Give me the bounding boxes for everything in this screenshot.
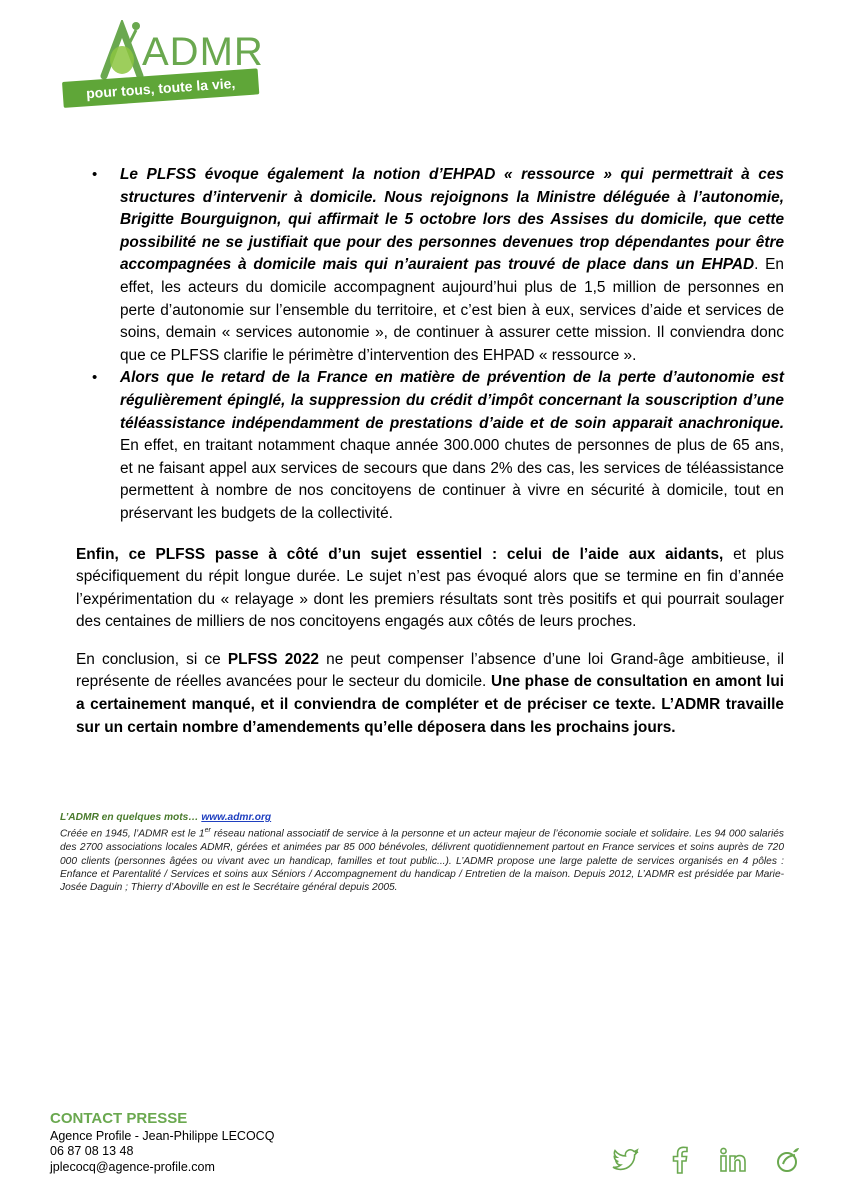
aidants-bold: Enfin, ce PLFSS passe à côté d’un sujet essentiel : celui de l’aide aux aidants,	[76, 545, 724, 563]
contact-agency: Agence Profile - Jean-Philippe LECOCQ	[50, 1128, 275, 1143]
contact-title: CONTACT PRESSE	[50, 1110, 188, 1127]
bullet-teleassistance-text: En effet, en traitant notamment chaque année 300.000 chutes de personnes de plus de 65 ans, et ne faisant appel aux services de secours que dans 2% des cas, les services de téléassistance permettent à nombre de nos concitoyens de continuer à vivre en sécurité à domicile, tout en préservant les budgets de la collectivité.	[120, 437, 784, 522]
bullet-ehpad-text: . En effet, les acteurs du domicile accompagnent aujourd’hui plus de 1,5 million de personnes en perte d’autonomie sur l’ensemble du territoire, et c’est bien à eux, services d’aide et services de soins, demain « services autonomie », de continuer à assurer cette mission. Il conviendra donc que ce PLFSS clarifie le périmètre d’intervention des EHPAD « ressource ».	[120, 256, 784, 364]
linkedin-icon[interactable]	[718, 1146, 750, 1174]
logo-tagline: pour tous, toute la vie, partout	[62, 68, 259, 108]
bullet-teleassistance	[76, 367, 784, 525]
about-sup: er	[204, 827, 211, 835]
conclusion-text-2: ne peut compenser l’absence d’une loi Grand-âge ambitieuse, il représente de réelles avancées pour le secteur du domicile.	[76, 650, 784, 691]
social-links	[610, 1146, 804, 1174]
bullet-ehpad	[76, 164, 784, 367]
contact-phone: 06 87 08 13 48	[50, 1144, 134, 1158]
conclusion-bold-2: Une phase de consultation en amont lui a certainement manqué, et il conviendra de compléter et de préciser ce texte. L’ADMR travaille sur un certain nombre d’amendements qu’elle déposera dans les prochains jours.	[76, 673, 784, 736]
paragraph-aidants	[76, 544, 784, 634]
press-contact	[50, 1111, 274, 1175]
about-text-2: réseau national associatif de service à la personne et un acteur majeur de l’économie sociale et solidaire. Les 94 000 salariés des 2700 associations locales ADMR, gérées et animées par 85 000 bénévoles, délivrent quotidiennement partout en France services et soins auprès de 720 000 clients (personnes âgées ou vivant avec un handicap, familles et tout public...). L’ADMR propose une large palette de services organisés en 4 pôles : Enfance et Parentalité / Services et soins aux Séniors / Accompagnement du handicap / Entretien de la maison. Depuis 2012, L’ADMR est présidée par Marie-Josée Daguin ; Thierry d’Aboville en est le Secrétaire général depuis 2005.	[60, 828, 784, 894]
about-text-1: Créée en 1945, l’ADMR est le 1	[60, 828, 205, 840]
bullet-ehpad-emphasis: Le PLFSS évoque également la notion d’EHPAD « ressource » qui permettrait à ces structures d’intervenir à domicile. Nous rejoignons la Ministre déléguée à l’autonomie, Brigitte Bourguignon, qui affirmait le 5 octobre lors des Assises du domicile, que cette possibilité ne se justifiait que pour des personnes devenues trop dépendantes pour être accompagnées à domicile mais qui n’auraient pas trouvé de place dans un EHPAD	[120, 166, 784, 274]
bullet-list	[76, 164, 784, 526]
admr-website-link[interactable]: www.admr.org	[201, 812, 272, 823]
conclusion-bold-1: PLFSS 2022	[227, 650, 319, 668]
bullet-teleassistance-emphasis: Alors que le retard de la France en matière de prévention de la perte d’autonomie est régulièrement épinglé, la suppression du crédit d’impôt concernant la souscription d’une téléassistance indépendamment de prestations d’aide et de soin apparait anachronique.	[120, 369, 784, 432]
contact-email[interactable]: jplecocq@agence-profile.com	[50, 1159, 215, 1174]
conclusion-text-1: En conclusion, si ce	[76, 650, 228, 668]
about-heading: L’ADMR en quelques mots…	[60, 812, 202, 823]
logo-text: ADMR	[142, 30, 264, 74]
aidants-text: et plus spécifiquement du répit longue durée. Le sujet n’est pas évoqué alors que se termine en fin d’année l’expérimentation du « relayage » dont les premiers résultats sont très positifs et qui pourrait soulager des centaines de milliers de nos concitoyens engagés aux côtés de leurs proches.	[76, 545, 784, 631]
twitter-icon[interactable]	[610, 1146, 642, 1174]
main-content	[76, 164, 784, 739]
facebook-icon[interactable]	[664, 1146, 696, 1174]
paragraph-conclusion	[76, 649, 784, 739]
admr-icon[interactable]	[772, 1146, 804, 1174]
admr-logo	[62, 20, 264, 124]
admr-about	[60, 811, 784, 895]
